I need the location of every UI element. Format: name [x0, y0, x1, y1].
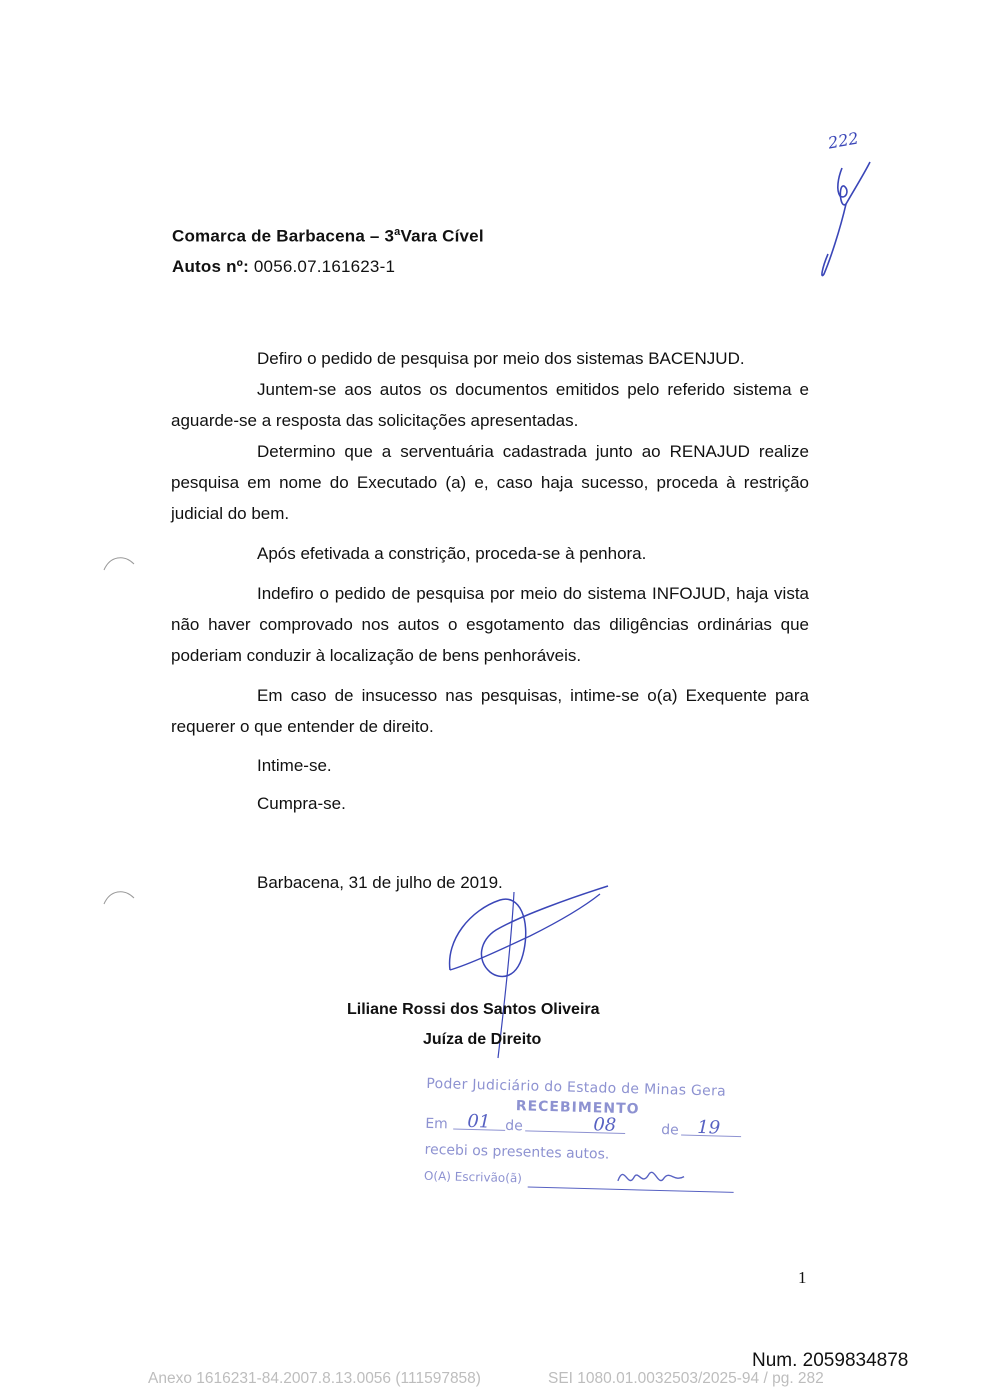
stamp-de-label-2: de: [661, 1121, 679, 1139]
paragraph-1-text: Defiro o pedido de pesquisa por meio dos sistemas BACENJUD.: [257, 349, 745, 368]
signer-title: Juíza de Direito: [423, 1031, 542, 1048]
clerk-initials-signature: [614, 1159, 695, 1195]
stamp-day: 01: [467, 1110, 491, 1133]
case-label: Autos nº:: [172, 257, 249, 276]
punch-mark-top: [100, 548, 140, 578]
stamp-title: RECEBIMENTO: [515, 1098, 640, 1118]
folio-number: 222: [826, 128, 860, 153]
page-number: 1: [798, 1268, 807, 1287]
paragraph-7-text: Intime-se.: [257, 756, 332, 775]
paragraph-7: [171, 750, 809, 781]
date-line: Barbacena, 31 de julho de 2019.: [257, 873, 503, 892]
paragraph-3-text: Determino que a serventuária cadastrada junto ao RENAJUD realize pesquisa em nome do Executado (a) e, caso haja sucesso, proceda à restrição judicial do bem.: [171, 442, 809, 523]
paragraph-5: [171, 578, 809, 671]
paragraph-2-text: Juntem-se aos autos os documentos emitidos pelo referido sistema e aguarde-se a resposta das solicitações apresentadas.: [171, 380, 809, 430]
signer-name: Liliane Rossi dos Santos Oliveira: [347, 1001, 600, 1018]
paragraph-4-text: Após efetivada a constrição, proceda-se à penhora.: [257, 544, 647, 563]
paragraph-2: [171, 374, 809, 436]
paragraph-6: [171, 680, 809, 742]
case-number-line: [172, 257, 395, 277]
paragraph-8: [171, 788, 809, 819]
paragraph-8-text: Cumpra-se.: [257, 794, 346, 813]
footer-annex: Anexo 1616231-84.2007.8.13.0056 (111597858): [148, 1370, 481, 1387]
court-ordinal-sup: a: [394, 226, 401, 238]
court-prefix: Comarca de Barbacena – 3: [172, 226, 395, 246]
paragraph-1: [171, 343, 809, 374]
paragraph-6-text: Em caso de insucesso nas pesquisas, intime-se o(a) Exequente para requerer o que entender de direito.: [171, 686, 809, 736]
stamp-month: 08: [593, 1114, 617, 1136]
stamp-clerk-label: O(A) Escrivão(ã): [423, 1168, 523, 1186]
stamp-em-label: Em: [425, 1115, 449, 1133]
footer-sei: SEI 1080.01.0032503/2025-94 / pg. 282: [548, 1370, 824, 1387]
paragraph-4: [171, 538, 809, 569]
folio-initial-mark: [810, 150, 880, 280]
court-suffix: Vara Cível: [400, 226, 484, 246]
punch-mark-bottom: [100, 882, 140, 912]
paragraph-5-text: Indefiro o pedido de pesquisa por meio do sistema INFOJUD, haja vista não haver comprovado nos autos o esgotamento das diligências ordinárias que poderiam conduzir à localização de bens penhoráveis.: [171, 584, 809, 665]
stamp-year: 19: [697, 1116, 721, 1139]
court-heading: [172, 226, 484, 247]
stamp-court-line: Poder Judiciário do Estado de Minas Gera: [426, 1075, 727, 1100]
stamp-received-line: recebi os presentes autos.: [424, 1141, 610, 1163]
case-number: 0056.07.161623-1: [253, 257, 396, 276]
stamp-de-label-1: de: [505, 1117, 523, 1135]
paragraph-3: [171, 436, 809, 529]
footer-document-number: Num. 2059834878: [752, 1350, 909, 1371]
receipt-stamp: [424, 1076, 747, 1200]
stamp-clerk-row: [424, 1168, 745, 1200]
